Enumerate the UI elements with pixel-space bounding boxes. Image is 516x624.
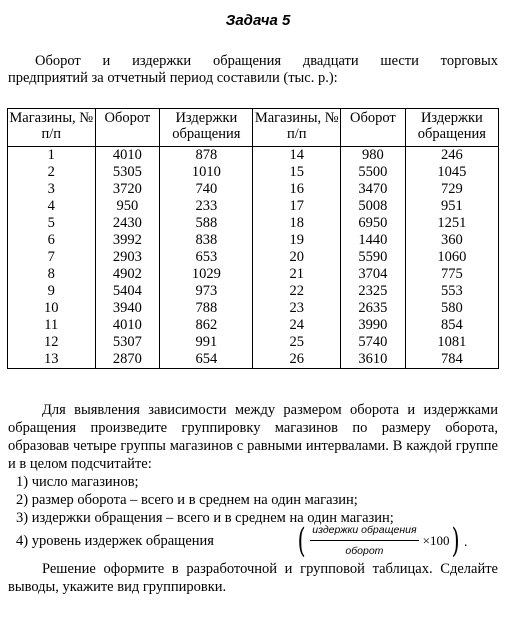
task-item-4-text: 4) уровень издержек обращения	[16, 533, 214, 549]
header-turnover-2: Оборот	[341, 109, 406, 147]
cell-shop-1: 3	[8, 181, 96, 198]
cell-shop-2: 21	[253, 266, 341, 283]
cell-turnover-1: 4010	[95, 317, 160, 334]
cell-turnover-2: 6950	[341, 215, 406, 232]
intro-line-1: Оборот и издержки обращения двадцати шести торговых	[35, 53, 498, 69]
cell-costs-2: 1060	[405, 249, 498, 266]
header-turnover-1: Оборот	[95, 109, 160, 147]
cell-costs-1: 788	[160, 300, 253, 317]
cell-shop-1: 13	[8, 351, 96, 369]
cell-turnover-1: 2903	[95, 249, 160, 266]
cell-turnover-1: 3992	[95, 232, 160, 249]
cell-turnover-1: 5305	[95, 164, 160, 181]
cell-shop-1: 10	[8, 300, 96, 317]
cell-costs-2: 729	[405, 181, 498, 198]
cell-shop-2: 24	[253, 317, 341, 334]
cell-shop-1: 2	[8, 164, 96, 181]
cell-turnover-2: 5590	[341, 249, 406, 266]
cell-turnover-2: 3470	[341, 181, 406, 198]
table-header-row	[8, 109, 499, 147]
cell-costs-1: 838	[160, 232, 253, 249]
formula-multiplier: ×100	[422, 532, 450, 548]
table-row	[8, 215, 499, 232]
cell-turnover-1: 2870	[95, 351, 160, 369]
cell-turnover-1: 5307	[95, 334, 160, 351]
cell-costs-2: 1251	[405, 215, 498, 232]
cell-costs-1: 1010	[160, 164, 253, 181]
table-row	[8, 249, 499, 266]
formula-numerator: издержки обращения	[310, 521, 418, 541]
left-paren: (	[297, 520, 306, 561]
cell-turnover-2: 3704	[341, 266, 406, 283]
cell-shop-1: 8	[8, 266, 96, 283]
cell-costs-1: 1029	[160, 266, 253, 283]
table-row	[8, 181, 499, 198]
table-row	[8, 351, 499, 369]
cell-costs-2: 1081	[405, 334, 498, 351]
cell-shop-1: 4	[8, 198, 96, 215]
table-row	[8, 300, 499, 317]
cell-costs-2: 1045	[405, 164, 498, 181]
intro-line-2: предприятий за отчетный период составили (тыс. р.):	[8, 70, 338, 86]
cell-shop-2: 19	[253, 232, 341, 249]
formula-fraction	[310, 521, 418, 560]
cell-costs-1: 991	[160, 334, 253, 351]
cell-turnover-2: 5008	[341, 198, 406, 215]
header-costs-2: Издержки обращения	[405, 109, 498, 147]
cell-costs-1: 588	[160, 215, 253, 232]
cell-shop-2: 17	[253, 198, 341, 215]
cell-costs-2: 854	[405, 317, 498, 334]
cell-turnover-2: 980	[341, 147, 406, 165]
header-shop-1: Магазины, № п/п	[8, 109, 96, 147]
cell-shop-1: 9	[8, 283, 96, 300]
formula-end: .	[463, 532, 468, 549]
table-row	[8, 147, 499, 165]
cell-shop-2: 14	[253, 147, 341, 165]
task-item-3: 3) издержки обращения – всего и в среднем на один магазин;	[16, 510, 394, 526]
header-costs-1: Издержки обращения	[160, 109, 253, 147]
cell-costs-1: 740	[160, 181, 253, 198]
task-paragraph: Для выявления зависимости между размером оборота и издержками обращения произведите группировку магазинов по размеру оборота, образовав четыре группы магазинов с равными интервалами. В каждой группе и в целом подсчитайте:	[8, 402, 498, 472]
cell-turnover-2: 5500	[341, 164, 406, 181]
cell-turnover-1: 3720	[95, 181, 160, 198]
cell-costs-1: 973	[160, 283, 253, 300]
cell-turnover-1: 4010	[95, 147, 160, 165]
task-item-4	[8, 520, 498, 561]
cell-turnover-1: 950	[95, 198, 160, 215]
cell-shop-2: 16	[253, 181, 341, 198]
conclusion-paragraph: Решение оформите в разработочной и групповой таблицах. Сделайте выводы, укажите вид группировки.	[8, 561, 498, 595]
table-row	[8, 198, 499, 215]
formula-denominator: оборот	[345, 545, 384, 557]
page-title: Задача 5	[225, 12, 291, 29]
cell-costs-1: 654	[160, 351, 253, 369]
cell-turnover-1: 2430	[95, 215, 160, 232]
table-row	[8, 317, 499, 334]
cell-costs-2: 553	[405, 283, 498, 300]
task-section	[8, 401, 498, 596]
table-body	[8, 147, 499, 369]
cell-shop-2: 18	[253, 215, 341, 232]
cell-shop-1: 1	[8, 147, 96, 165]
task-item-2: 2) размер оборота – всего и в среднем на один магазин;	[16, 492, 358, 508]
cell-shop-2: 26	[253, 351, 341, 369]
header-shop-2: Магазины, № п/п	[253, 109, 341, 147]
cost-level-formula	[295, 521, 468, 560]
table-row	[8, 334, 499, 351]
cell-shop-1: 5	[8, 215, 96, 232]
cell-costs-1: 653	[160, 249, 253, 266]
cell-costs-1: 862	[160, 317, 253, 334]
cell-costs-1: 878	[160, 147, 253, 165]
cell-turnover-2: 3610	[341, 351, 406, 369]
intro-text	[8, 53, 498, 87]
cell-turnover-1: 5404	[95, 283, 160, 300]
cell-shop-2: 20	[253, 249, 341, 266]
table-row	[8, 266, 499, 283]
table-row	[8, 232, 499, 249]
cell-shop-1: 6	[8, 232, 96, 249]
data-table	[7, 108, 499, 369]
cell-turnover-2: 3990	[341, 317, 406, 334]
right-paren: )	[452, 520, 461, 561]
table-row	[8, 164, 499, 181]
table-row	[8, 283, 499, 300]
cell-turnover-1: 3940	[95, 300, 160, 317]
task-item-1: 1) число магазинов;	[16, 474, 139, 490]
cell-shop-2: 25	[253, 334, 341, 351]
cell-shop-2: 22	[253, 283, 341, 300]
cell-turnover-2: 5740	[341, 334, 406, 351]
cell-costs-2: 246	[405, 147, 498, 165]
cell-shop-2: 15	[253, 164, 341, 181]
cell-turnover-2: 1440	[341, 232, 406, 249]
cell-shop-2: 23	[253, 300, 341, 317]
cell-shop-1: 11	[8, 317, 96, 334]
cell-costs-2: 784	[405, 351, 498, 369]
cell-turnover-2: 2325	[341, 283, 406, 300]
cell-costs-2: 951	[405, 198, 498, 215]
cell-shop-1: 12	[8, 334, 96, 351]
cell-costs-2: 580	[405, 300, 498, 317]
cell-costs-2: 360	[405, 232, 498, 249]
cell-costs-1: 233	[160, 198, 253, 215]
cell-turnover-1: 4902	[95, 266, 160, 283]
cell-shop-1: 7	[8, 249, 96, 266]
cell-turnover-2: 2635	[341, 300, 406, 317]
cell-costs-2: 775	[405, 266, 498, 283]
